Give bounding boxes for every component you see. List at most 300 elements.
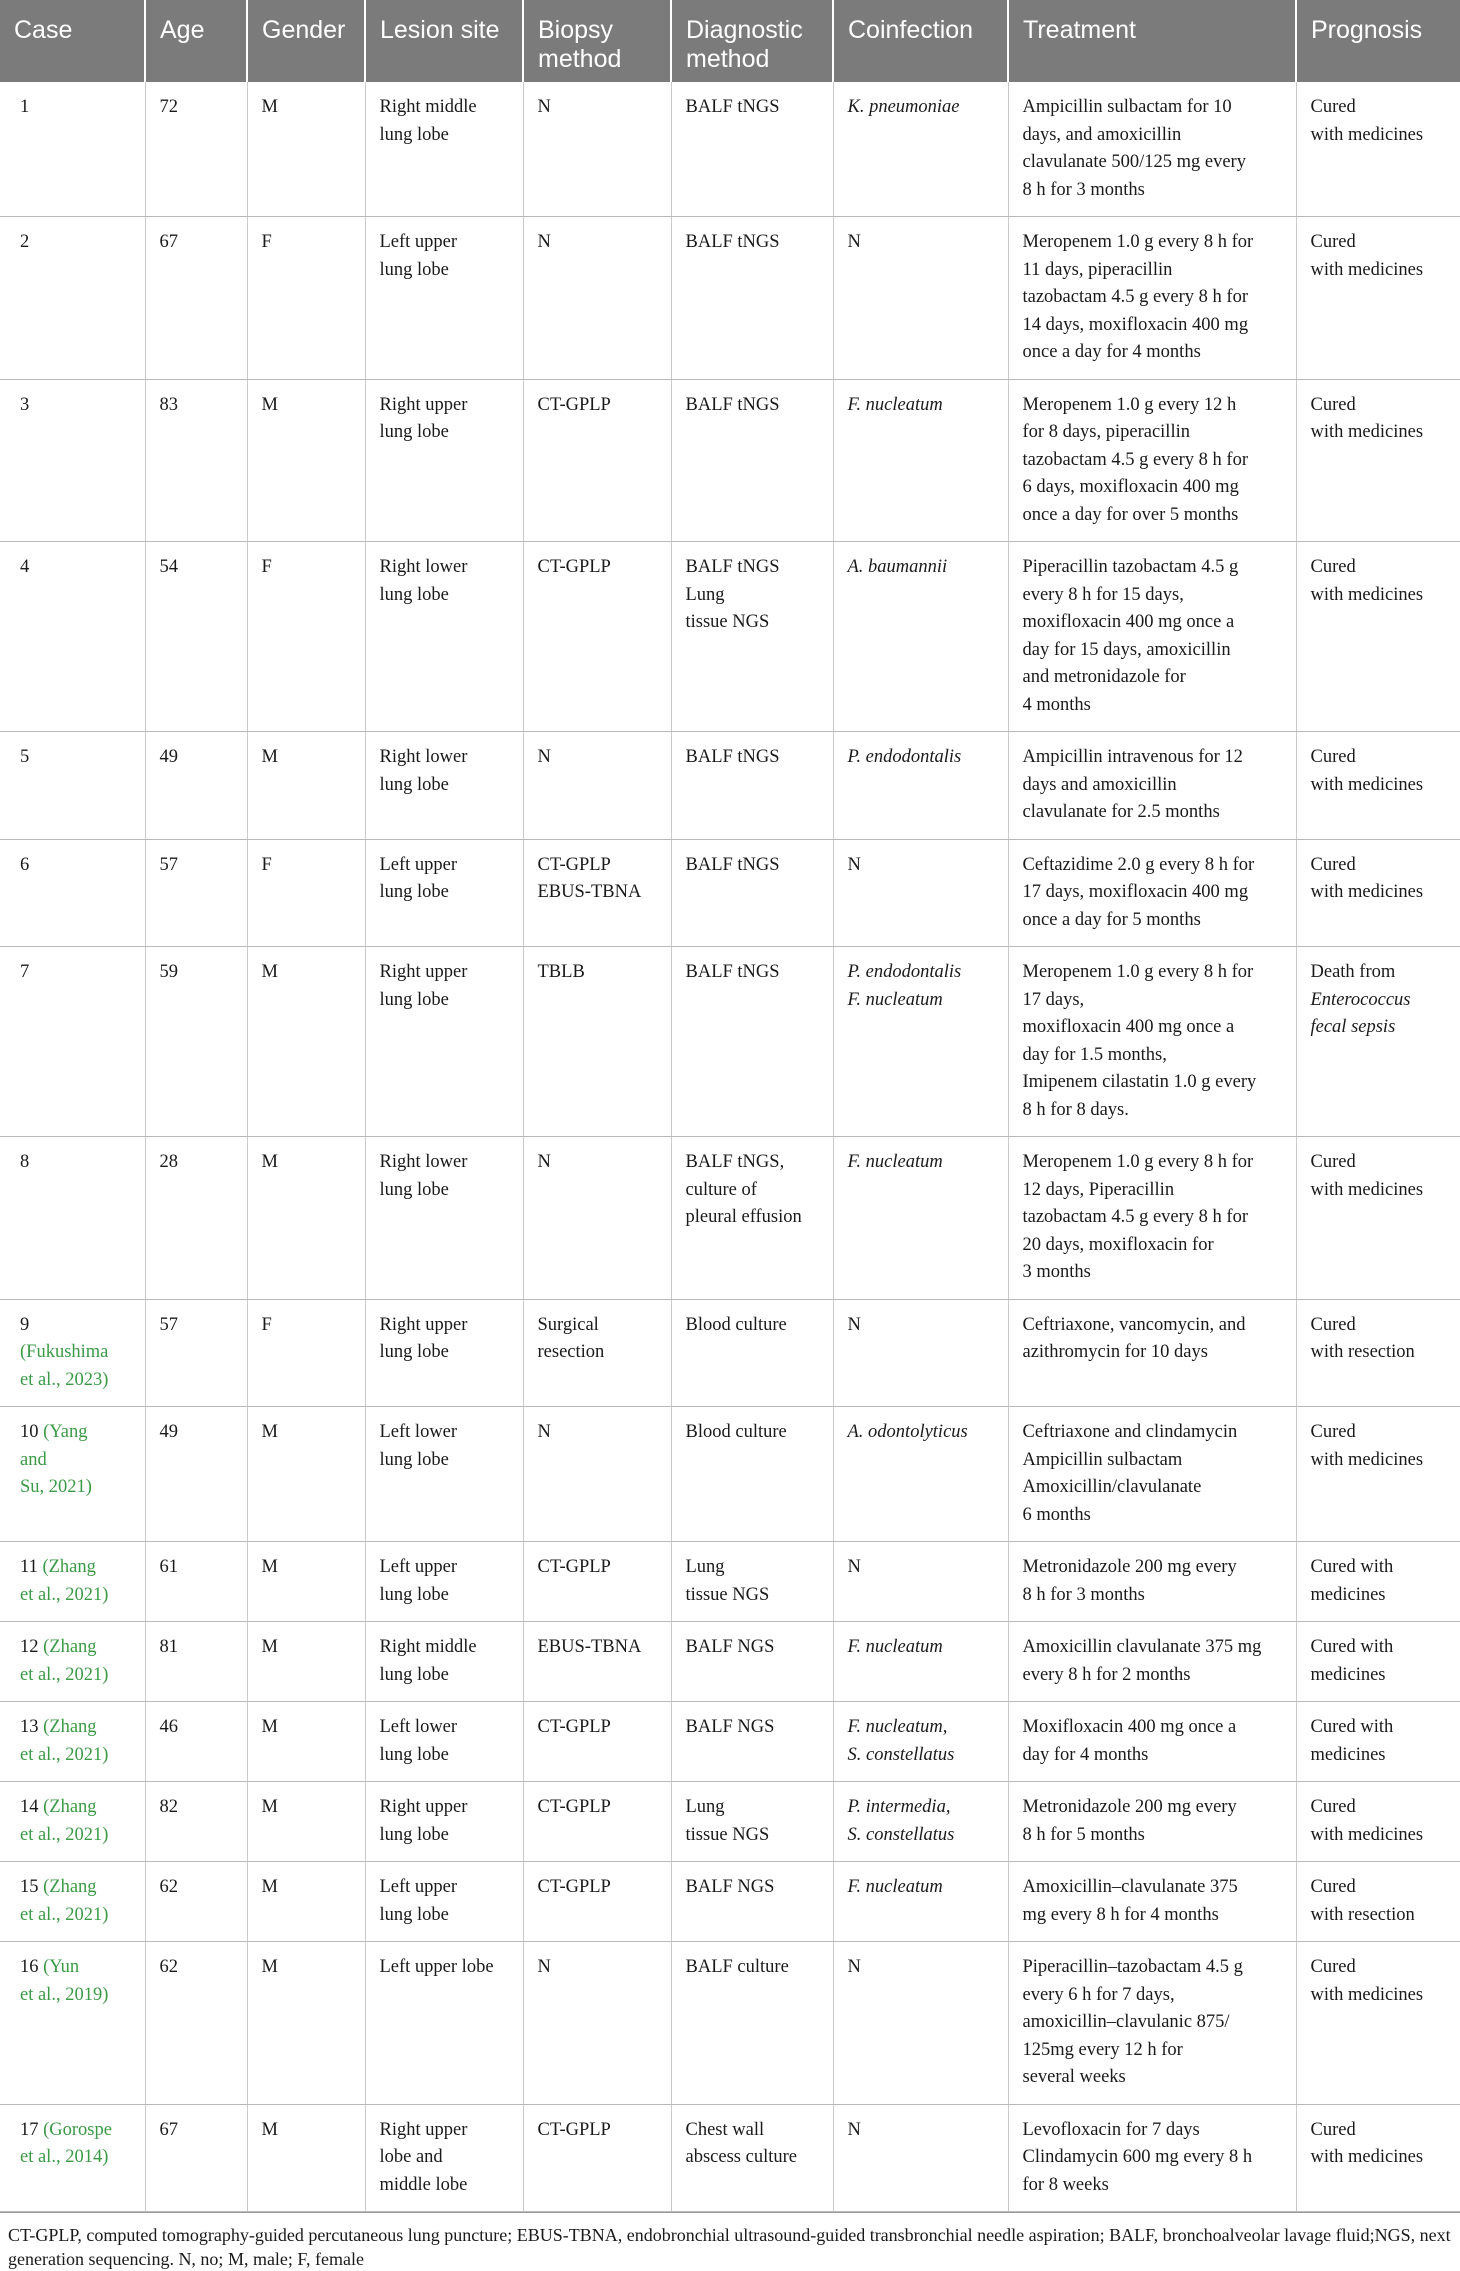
cell-line: Metronidazole 200 mg every: [1022, 1557, 1237, 1577]
column-header: Biopsy method: [523, 0, 671, 82]
cell-line: BALF NGS: [685, 1637, 775, 1657]
citation-link[interactable]: et al., 2021): [20, 1824, 109, 1845]
cell-line: tissue NGS: [685, 1584, 770, 1605]
cell-line: CT-GPLP: [537, 557, 611, 577]
prognosis-cell: [1296, 839, 1460, 947]
cell-line: moxifloxacin 400 mg once a: [1022, 1017, 1235, 1037]
cell-line: BALF tNGS: [685, 394, 780, 415]
cell-line: Clindamycin 600 mg every 8 h: [1022, 2147, 1253, 2167]
table-row: [0, 1299, 1460, 1407]
gender-cell: F: [247, 542, 365, 732]
cell-line: every 6 h for 7 days,: [1022, 1984, 1175, 2005]
biopsy-method-cell: [523, 1702, 671, 1782]
prognosis-cell: [1296, 217, 1460, 380]
cell-line: with medicines: [1310, 124, 1424, 145]
prognosis-cell: [1296, 732, 1460, 840]
biopsy-method-cell: [523, 542, 671, 732]
diagnostic-method-cell: [671, 1137, 833, 1300]
cell-line: BALF tNGS: [685, 232, 780, 252]
lesion-site-cell: [365, 1862, 523, 1942]
column-header: Treatment: [1008, 0, 1296, 82]
cell-line: Cured: [1310, 97, 1356, 117]
cell-line: for 8 days, piperacillin: [1022, 422, 1190, 442]
cell-line: Ampicillin sulbactam: [1022, 1449, 1183, 1470]
cell-line: tazobactam 4.5 g every 8 h for: [1022, 449, 1249, 470]
cell-line: Cured: [1310, 1797, 1356, 1817]
cell-line: K. pneumoniae: [847, 97, 960, 117]
diagnostic-method-cell: [671, 1702, 833, 1782]
diagnostic-method-cell: [671, 1782, 833, 1862]
cell-line: Right upper: [379, 962, 468, 982]
cell-line: N: [847, 232, 861, 252]
case-cell: [0, 2104, 145, 2212]
citation-link[interactable]: (Zhang: [38, 1717, 97, 1737]
table-row: [0, 1782, 1460, 1862]
lesion-site-cell: [365, 839, 523, 947]
cell-line: N: [847, 1557, 861, 1577]
age-cell: 82: [145, 1782, 247, 1862]
biopsy-method-cell: [523, 2104, 671, 2212]
cell-line: Right lower: [379, 1152, 468, 1172]
cell-line: Cured with: [1310, 1637, 1394, 1657]
cell-line: Ceftazidime 2.0 g every 8 h for: [1022, 854, 1255, 875]
cell-line: 8: [20, 1152, 30, 1172]
lesion-site-cell: [365, 1137, 523, 1300]
prognosis-cell: [1296, 542, 1460, 732]
cell-line: Imipenem cilastatin 1.0 g every: [1022, 1072, 1257, 1092]
citation-link[interactable]: et al., 2019): [20, 1984, 109, 2005]
age-cell: 28: [145, 1137, 247, 1300]
footnote-line: NGS, next generation sequencing. N, no; M, male; F, female: [8, 2225, 1451, 2269]
cell-line: with medicines: [1310, 882, 1424, 902]
cell-line: Ampicillin sulbactam for 10: [1022, 97, 1232, 117]
column-header: Case: [0, 0, 145, 82]
coinfection-cell: [833, 1137, 1008, 1300]
treatment-cell: [1008, 1702, 1296, 1782]
biopsy-method-cell: [523, 1407, 671, 1542]
cell-line: Cured: [1310, 1422, 1356, 1442]
citation-link[interactable]: (Yang: [38, 1422, 88, 1442]
case-cell: [0, 1137, 145, 1300]
cell-line: TBLB: [537, 962, 585, 982]
table-row: [0, 1702, 1460, 1782]
cell-line: every 8 h for 15 days,: [1022, 584, 1184, 605]
cell-line: 12 days, Piperacillin: [1022, 1179, 1175, 1200]
cell-line: 8 h for 3 months: [1022, 179, 1145, 200]
age-cell: 59: [145, 947, 247, 1137]
diagnostic-method-cell: [671, 1942, 833, 2105]
cell-line: lung lobe: [379, 1744, 449, 1765]
header-row: [0, 0, 1460, 82]
citation-link[interactable]: (Zhang: [37, 1557, 96, 1577]
treatment-cell: [1008, 1782, 1296, 1862]
cell-line: 17 days,: [1022, 989, 1085, 1010]
coinfection-cell: [833, 1702, 1008, 1782]
lesion-site-cell: [365, 379, 523, 542]
case-cell: [0, 1542, 145, 1622]
cell-line: CT-GPLP: [537, 1797, 611, 1817]
cell-line: day for 4 months: [1022, 1744, 1149, 1765]
prognosis-cell: [1296, 82, 1460, 217]
cell-line: with medicines: [1310, 1824, 1424, 1845]
citation-link[interactable]: et al., 2021): [20, 1584, 109, 1605]
age-cell: 57: [145, 839, 247, 947]
gender-cell: M: [247, 82, 365, 217]
diagnostic-method-cell: [671, 1862, 833, 1942]
gender-cell: M: [247, 1407, 365, 1542]
footnote-line: CT-GPLP, computed tomography-guided percutaneous lung puncture; EBUS-TBNA, endobronchial ultrasound-guided transbronchial needle aspiration; BALF, bronchoalveolar lavage fluid;: [8, 2225, 1375, 2245]
lesion-site-cell: [365, 1407, 523, 1542]
treatment-cell: [1008, 1299, 1296, 1407]
cell-line: N: [537, 97, 551, 117]
gender-cell: M: [247, 1137, 365, 1300]
coinfection-cell: [833, 1407, 1008, 1542]
treatment-cell: [1008, 217, 1296, 380]
diagnostic-method-cell: [671, 1622, 833, 1702]
gender-cell: M: [247, 1702, 365, 1782]
cell-line: with resection: [1310, 1904, 1415, 1925]
cell-line: BALF tNGS: [685, 557, 780, 577]
prognosis-cell: [1296, 379, 1460, 542]
age-cell: 57: [145, 1299, 247, 1407]
cell-line: Amoxicillin–clavulanate 375: [1022, 1877, 1238, 1897]
cell-line: lung lobe: [379, 989, 449, 1010]
cell-line: Amoxicillin/clavulanate: [1022, 1477, 1202, 1497]
citation-link[interactable]: (Yun: [38, 1957, 80, 1977]
lesion-site-cell: [365, 1702, 523, 1782]
cell-line: BALF tNGS,: [685, 1152, 785, 1172]
table-row: [0, 1862, 1460, 1942]
cell-line: day for 15 days, amoxicillin: [1022, 639, 1231, 660]
cell-line: lung lobe: [379, 259, 449, 280]
cell-line: medicines: [1310, 1584, 1386, 1605]
gender-cell: F: [247, 1299, 365, 1407]
cell-line: Cured: [1310, 1314, 1356, 1335]
coinfection-cell: [833, 1942, 1008, 2105]
cell-line: 17 (Gorospe: [20, 2119, 112, 2140]
cell-line: with medicines: [1310, 1179, 1424, 1200]
cell-line: 6: [20, 854, 30, 875]
coinfection-cell: [833, 82, 1008, 217]
cell-line: BALF NGS: [685, 1717, 775, 1737]
cell-line: Levofloxacin for 7 days: [1022, 2119, 1200, 2140]
gender-cell: F: [247, 217, 365, 380]
cell-line: for 8 weeks: [1022, 2174, 1109, 2195]
biopsy-method-cell: [523, 1862, 671, 1942]
coinfection-cell: [833, 542, 1008, 732]
citation-link[interactable]: (Gorospe: [38, 2119, 112, 2140]
cell-line: Left upper: [379, 1877, 458, 1897]
table-row: [0, 732, 1460, 840]
gender-cell: M: [247, 1862, 365, 1942]
cell-line: once a day for over 5 months: [1022, 504, 1239, 525]
cell-line: Cured: [1310, 1877, 1356, 1897]
cell-line: BALF tNGS: [685, 97, 780, 117]
cell-line: lobe and: [379, 2147, 443, 2167]
diagnostic-method-cell: [671, 217, 833, 380]
gender-cell: M: [247, 1542, 365, 1622]
citation-link[interactable]: Su, 2021): [20, 1477, 92, 1497]
biopsy-method-cell: [523, 1782, 671, 1862]
cell-line: lung lobe: [379, 422, 449, 442]
age-cell: 67: [145, 2104, 247, 2212]
cell-line: Cured: [1310, 1152, 1356, 1172]
case-cell: [0, 1862, 145, 1942]
cell-line: lung lobe: [379, 1664, 449, 1685]
citation-link[interactable]: et al., 2021): [20, 1664, 109, 1685]
cell-line: Right upper: [379, 394, 468, 415]
cell-line: Left lower: [379, 1717, 458, 1737]
prognosis-cell: [1296, 1137, 1460, 1300]
case-cell: [0, 1407, 145, 1542]
cell-line: F. nucleatum: [847, 394, 943, 415]
cell-line: tissue NGS: [685, 612, 770, 632]
age-cell: 72: [145, 82, 247, 217]
lesion-site-cell: [365, 732, 523, 840]
lesion-site-cell: [365, 947, 523, 1137]
cell-line: Metronidazole 200 mg every: [1022, 1797, 1237, 1817]
gender-cell: M: [247, 732, 365, 840]
cell-line: 9: [20, 1314, 30, 1335]
cell-line: with medicines: [1310, 774, 1424, 795]
cell-line: F. nucleatum: [847, 1152, 943, 1172]
cell-line: Piperacillin–tazobactam 4.5 g: [1022, 1957, 1243, 1977]
prognosis-cell: [1296, 1407, 1460, 1542]
cell-line: once a day for 5 months: [1022, 909, 1201, 930]
citation-link[interactable]: (Zhang: [38, 1797, 97, 1817]
case-cell: [0, 1942, 145, 2105]
cell-line: Lung: [685, 1557, 725, 1577]
citation-link[interactable]: et al., 2021): [20, 1904, 109, 1925]
cell-line: fecal sepsis: [1310, 1017, 1396, 1037]
cell-line: Right lower: [379, 747, 468, 767]
gender-cell: M: [247, 947, 365, 1137]
cell-line: Right middle: [379, 1637, 477, 1657]
cell-line: 3: [20, 394, 30, 415]
citation-link[interactable]: (Zhang: [38, 1637, 97, 1657]
table-row: [0, 2104, 1460, 2212]
cell-line: Amoxicillin clavulanate 375 mg: [1022, 1637, 1262, 1657]
cell-line: F. nucleatum: [847, 1877, 943, 1897]
citation-link[interactable]: (Zhang: [38, 1877, 97, 1897]
cell-line: EBUS-TBNA: [537, 1637, 642, 1657]
cell-line: 14 days, moxifloxacin 400 mg: [1022, 314, 1249, 335]
case-cell: [0, 947, 145, 1137]
citation-link[interactable]: et al., 2014): [20, 2147, 109, 2167]
cell-line: moxifloxacin 400 mg once a: [1022, 612, 1235, 632]
cell-line: N: [537, 232, 551, 252]
diagnostic-method-cell: [671, 2104, 833, 2212]
cell-line: A. baumannii: [847, 557, 948, 577]
age-cell: 46: [145, 1702, 247, 1782]
cell-line: Ceftriaxone, vancomycin, and: [1022, 1314, 1246, 1335]
cell-line: Cured: [1310, 854, 1356, 875]
cell-line: 6 days, moxifloxacin 400 mg: [1022, 477, 1239, 497]
table-row: [0, 82, 1460, 217]
table-row: [0, 1407, 1460, 1542]
cell-line: Ampicillin intravenous for 12: [1022, 747, 1243, 767]
table-row: [0, 1622, 1460, 1702]
column-header: Age: [145, 0, 247, 82]
cell-line: 11 (Zhang: [20, 1557, 96, 1577]
citation-link[interactable]: and: [20, 1449, 47, 1470]
table-row: [0, 839, 1460, 947]
cell-line: with medicines: [1310, 259, 1424, 280]
biopsy-method-cell: [523, 82, 671, 217]
cell-line: 16 (Yun: [20, 1957, 80, 1977]
table-row: [0, 379, 1460, 542]
cell-line: medicines: [1310, 1664, 1386, 1685]
cell-line: middle lobe: [379, 2174, 468, 2195]
cell-line: Cured: [1310, 557, 1356, 577]
age-cell: 49: [145, 732, 247, 840]
cell-line: lung lobe: [379, 1904, 449, 1925]
cell-line: 4: [20, 557, 30, 577]
cell-line: S. constellatus: [847, 1824, 955, 1845]
prognosis-cell: [1296, 947, 1460, 1137]
cell-line: Right upper: [379, 1797, 468, 1817]
cell-line: CT-GPLP: [537, 2119, 611, 2140]
treatment-cell: [1008, 2104, 1296, 2212]
cell-line: Blood culture: [685, 1422, 787, 1442]
cell-line: with medicines: [1310, 584, 1424, 605]
gender-cell: M: [247, 2104, 365, 2212]
cell-line: 5: [20, 747, 30, 767]
cell-line: with resection: [1310, 1342, 1415, 1362]
cell-line: Surgical: [537, 1314, 599, 1335]
citation-link[interactable]: et al., 2021): [20, 1744, 109, 1765]
cell-line: every 8 h for 2 months: [1022, 1664, 1191, 1685]
gender-cell: F: [247, 839, 365, 947]
cell-line: Meropenem 1.0 g every 12 h: [1022, 394, 1237, 415]
prognosis-cell: [1296, 1782, 1460, 1862]
cell-line: clavulanate for 2.5 months: [1022, 802, 1220, 822]
cell-line: Cured: [1310, 1957, 1356, 1977]
citation-link[interactable]: et al., 2023): [20, 1369, 109, 1390]
cell-line: with medicines: [1310, 1984, 1424, 2005]
column-header: Lesion site: [365, 0, 523, 82]
cell-line: lung lobe: [379, 584, 449, 605]
table-row: [0, 947, 1460, 1137]
cell-line: 1: [20, 97, 30, 117]
treatment-cell: [1008, 1407, 1296, 1542]
cell-line: Left lower: [379, 1422, 458, 1442]
diagnostic-method-cell: [671, 1407, 833, 1542]
cell-line: Chest wall: [685, 2119, 765, 2140]
coinfection-cell: [833, 2104, 1008, 2212]
cell-line: 13 (Zhang: [20, 1717, 97, 1737]
cell-line: BALF tNGS: [685, 854, 780, 875]
case-cell: [0, 82, 145, 217]
table-row: [0, 542, 1460, 732]
cell-line: CT-GPLP: [537, 854, 611, 875]
cell-line: N: [537, 747, 551, 767]
cell-line: 8 h for 3 months: [1022, 1584, 1145, 1605]
table-body: [0, 82, 1460, 2212]
diagnostic-method-cell: [671, 82, 833, 217]
cell-line: lung lobe: [379, 1449, 449, 1470]
cell-line: tazobactam 4.5 g every 8 h for: [1022, 287, 1249, 307]
coinfection-cell: [833, 1622, 1008, 1702]
case-cell: [0, 1702, 145, 1782]
cell-line: tissue NGS: [685, 1824, 770, 1845]
age-cell: 83: [145, 379, 247, 542]
cell-line: P. intermedia,: [847, 1797, 951, 1817]
cell-line: 12 (Zhang: [20, 1637, 97, 1657]
biopsy-method-cell: [523, 1622, 671, 1702]
prognosis-cell: [1296, 1702, 1460, 1782]
cell-line: Cured: [1310, 747, 1356, 767]
column-header: Coinfection: [833, 0, 1008, 82]
treatment-cell: [1008, 1862, 1296, 1942]
coinfection-cell: [833, 1299, 1008, 1407]
cell-line: CT-GPLP: [537, 1717, 611, 1737]
coinfection-cell: [833, 1862, 1008, 1942]
treatment-cell: [1008, 542, 1296, 732]
cell-line: Piperacillin tazobactam 4.5 g: [1022, 557, 1239, 577]
table-row: [0, 217, 1460, 380]
cell-line: CT-GPLP: [537, 1557, 611, 1577]
cell-line: 6 months: [1022, 1504, 1091, 1525]
cell-line: 8 h for 5 months: [1022, 1824, 1145, 1845]
gender-cell: M: [247, 1782, 365, 1862]
cell-line: 125mg every 12 h for: [1022, 2039, 1183, 2060]
diagnostic-method-cell: [671, 542, 833, 732]
cell-line: N: [847, 854, 861, 875]
cell-line: Lung: [685, 1797, 725, 1817]
cell-line: 20 days, moxifloxacin for: [1022, 1234, 1214, 1255]
age-cell: 49: [145, 1407, 247, 1542]
coinfection-cell: [833, 379, 1008, 542]
cell-line: A. odontolyticus: [847, 1422, 968, 1442]
case-cell: [0, 217, 145, 380]
cell-line: N: [847, 1957, 861, 1977]
cell-line: N: [537, 1957, 551, 1977]
treatment-cell: [1008, 82, 1296, 217]
cell-line: and metronidazole for: [1022, 667, 1186, 687]
biopsy-method-cell: [523, 1137, 671, 1300]
cell-line: BALF NGS: [685, 1877, 775, 1897]
cell-line: 4 months: [1022, 694, 1091, 715]
treatment-cell: [1008, 1137, 1296, 1300]
cell-line: Right upper: [379, 2119, 468, 2140]
cell-line: clavulanate 500/125 mg every: [1022, 152, 1246, 172]
column-header: Gender: [247, 0, 365, 82]
lesion-site-cell: [365, 1542, 523, 1622]
cell-line: with medicines: [1310, 422, 1424, 442]
citation-link[interactable]: (Fukushima: [20, 1342, 109, 1362]
biopsy-method-cell: [523, 947, 671, 1137]
cell-line: tazobactam 4.5 g every 8 h for: [1022, 1207, 1249, 1227]
cell-line: Blood culture: [685, 1314, 787, 1335]
cell-line: Meropenem 1.0 g every 8 h for: [1022, 1152, 1254, 1172]
gender-cell: M: [247, 1622, 365, 1702]
cell-line: 2: [20, 232, 30, 252]
cell-line: Meropenem 1.0 g every 8 h for: [1022, 962, 1254, 982]
prognosis-cell: [1296, 1942, 1460, 2105]
case-cell: [0, 542, 145, 732]
cell-line: Cured: [1310, 2119, 1356, 2140]
table-row: [0, 1542, 1460, 1622]
biopsy-method-cell: [523, 1942, 671, 2105]
case-cell: [0, 839, 145, 947]
biopsy-method-cell: [523, 732, 671, 840]
cell-line: F. nucleatum: [847, 989, 943, 1010]
case-cell: [0, 1299, 145, 1407]
cell-line: P. endodontalis: [847, 747, 962, 767]
cell-line: lung lobe: [379, 1584, 449, 1605]
biopsy-method-cell: [523, 1542, 671, 1622]
